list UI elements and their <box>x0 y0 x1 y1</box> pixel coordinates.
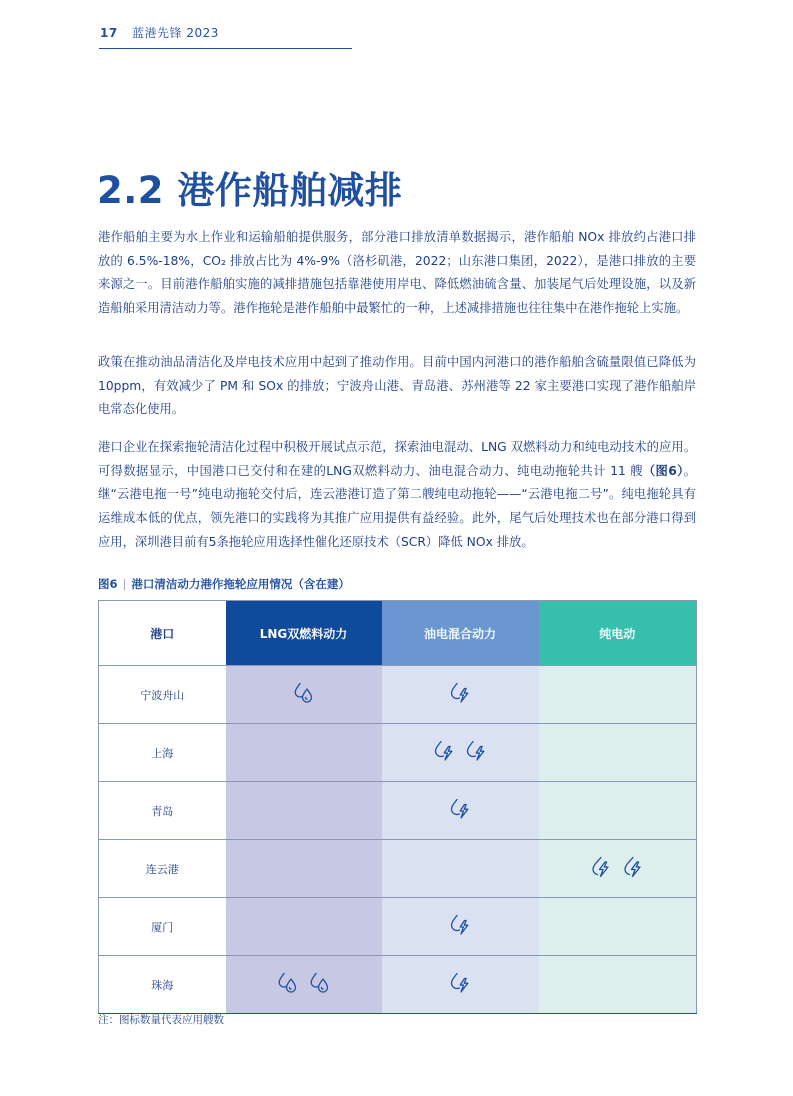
lng-drops-icon <box>276 971 300 995</box>
table-note: 注：图标数量代表应用艘数 <box>98 1014 224 1026</box>
hybrid-icon-group <box>448 971 472 995</box>
port-name-cell: 宁波舟山 <box>99 666 226 724</box>
header-divider <box>99 48 352 49</box>
paragraph-policy: 政策在推动油品清洁化及岸电技术应用中起到了推动作用。目前中国内河港口的港作船舶含硫量限值已降低为 10ppm，有效减少了 PM 和 SOx 的排放；宁波舟山港、青岛港、苏州港等 22 家主要港口实现了港作船舶岸电常态化使用。 <box>98 355 696 417</box>
hybrid-count-cell <box>382 898 539 956</box>
electric-icon-group <box>589 855 645 879</box>
hybrid-drop-bolt-icon <box>448 913 472 937</box>
lng-drops-icon <box>292 681 316 705</box>
paragraph-pilots <box>98 436 696 555</box>
port-name-cell: 厦门 <box>99 898 226 956</box>
electric-count-cell <box>539 840 697 898</box>
paragraph-pilots-text-b: 。继“云港电拖一号”纯电动拖轮交付后，连云港港订造了第二艘纯电动拖轮——“云港电拖二号”。纯电拖轮具有运维成本低的优点，领先港口的实践将为其推广应用提供有益经验。此外，尾气后处理技术也在部分港口得到应用，深圳港目前有5条拖轮应用选择性催化还原技术（SCR）降低 NOx 排放。 <box>98 463 696 549</box>
table-row <box>99 782 697 840</box>
hybrid-icon-group <box>448 681 472 705</box>
table-row <box>99 724 697 782</box>
hybrid-icon-group <box>448 797 472 821</box>
hybrid-drop-bolt-icon <box>448 681 472 705</box>
port-name-cell: 珠海 <box>99 956 226 1014</box>
caption-separator: | <box>122 577 127 591</box>
lng-count-cell <box>226 840 382 898</box>
page-header <box>100 24 219 41</box>
column-header-port: 港口 <box>99 601 226 666</box>
table-row <box>99 898 697 956</box>
port-name-cell: 青岛 <box>99 782 226 840</box>
electric-count-cell <box>539 666 697 724</box>
lng-count-cell <box>226 898 382 956</box>
report-title: 蓝港先锋 2023 <box>132 26 219 40</box>
hybrid-count-cell <box>382 666 539 724</box>
table-header-row <box>99 601 697 666</box>
figure-caption <box>98 576 350 592</box>
lng-count-cell <box>226 782 382 840</box>
lng-icon-group <box>292 681 316 705</box>
paragraph-tug-emissions: 港作船舶主要为水上作业和运输船舶提供服务，部分港口排放清单数据揭示，港作船舶 NOx 排放约占港口排放的 6.5%-18%，CO₂ 排放占比为 4%-9%（洛杉矶港，2022；山东港口集团，2022），是港口排放的主要来源之一。目前港作船舶实施的减排措施包括靠港使用岸电、降低燃油硫含量、加装尾气后处理设施，以及新造船舶采用清洁动力等。港作拖轮是港作船舶中最繁忙的一种，上述减排措施也往往集中在港作拖轮上实施。 <box>98 230 696 316</box>
column-header-hybrid: 油电混合动力 <box>382 601 539 666</box>
table-body <box>99 666 697 1014</box>
page-number: 17 <box>100 26 118 40</box>
hybrid-drop-bolt-icon <box>448 971 472 995</box>
table-row <box>99 840 697 898</box>
lng-drops-icon <box>308 971 332 995</box>
section-title: 2.2 港作船舶减排 <box>97 169 403 212</box>
column-header-electric: 纯电动 <box>539 601 697 666</box>
hybrid-drop-bolt-icon <box>448 797 472 821</box>
electric-count-cell <box>539 724 697 782</box>
lng-count-cell <box>226 666 382 724</box>
hybrid-drop-bolt-icon <box>464 739 488 763</box>
electric-count-cell <box>539 782 697 840</box>
hybrid-count-cell <box>382 840 539 898</box>
electric-count-cell <box>539 898 697 956</box>
hybrid-count-cell <box>382 724 539 782</box>
lightning-bolt-icon <box>589 855 613 879</box>
lightning-bolt-icon <box>621 855 645 879</box>
port-name-cell: 连云港 <box>99 840 226 898</box>
tugboat-table <box>98 600 697 1014</box>
paragraph-pilots-text-a: 港口企业在探索拖轮清洁化过程中积极开展试点示范，探索油电混动、LNG 双燃料动力和纯电动技术的应用。可得数据显示，中国港口已交付和在建的LNG双燃料动力、油电混合动力、纯电动拖轮共计 11 艘 <box>98 440 696 478</box>
figure-title: 港口清洁动力港作拖轮应用情况（含在建） <box>131 577 350 591</box>
hybrid-icon-group <box>432 739 488 763</box>
lng-icon-group <box>276 971 332 995</box>
figure-reference-link[interactable]: （图6） <box>642 463 684 478</box>
electric-count-cell <box>539 956 697 1014</box>
column-header-lng: LNG双燃料动力 <box>226 601 382 666</box>
hybrid-drop-bolt-icon <box>432 739 456 763</box>
lng-count-cell <box>226 724 382 782</box>
table-row <box>99 956 697 1014</box>
figure-label: 图6 <box>98 577 118 591</box>
hybrid-icon-group <box>448 913 472 937</box>
hybrid-count-cell <box>382 956 539 1014</box>
lng-count-cell <box>226 956 382 1014</box>
table-row <box>99 666 697 724</box>
port-name-cell: 上海 <box>99 724 226 782</box>
hybrid-count-cell <box>382 782 539 840</box>
